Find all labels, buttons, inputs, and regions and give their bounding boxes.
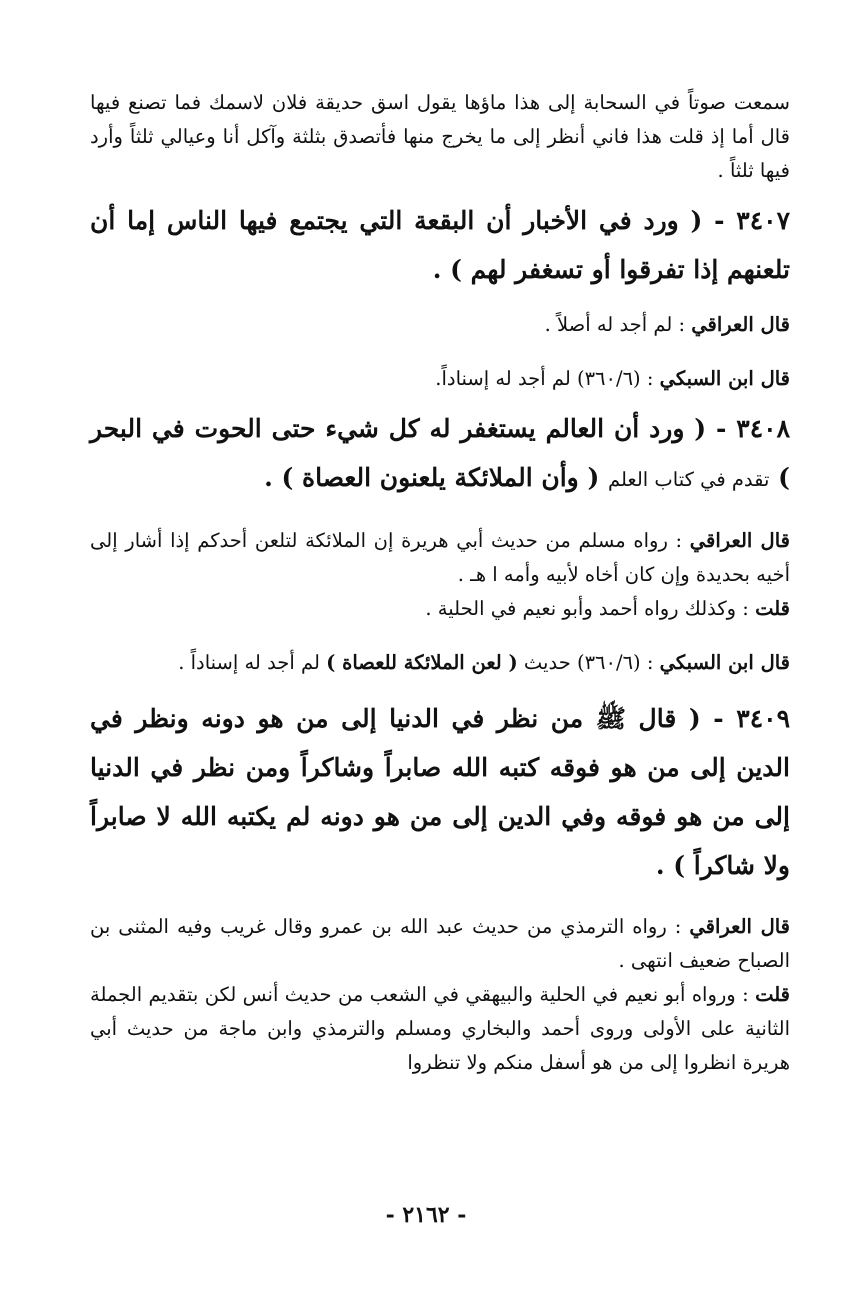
note-3409-iraqi	[90, 910, 790, 978]
note-3408-qult-label: قلت	[755, 597, 790, 620]
note-3407-iraqi-text: : لم أجد له أصلاً .	[544, 313, 686, 336]
page-number: - ٢١٦٢ -	[385, 1202, 467, 1228]
note-3408-subki-text-a: : (٣٦٠/٦) حديث	[523, 651, 654, 674]
hadith-3407-number: ٣٤٠٧	[736, 206, 790, 235]
note-3408-subki-label: قال ابن السبكي	[659, 651, 790, 674]
hadith-3409-text: - ( قال ﷺ من نظر في الدنيا إلى من هو دونه ونظر في الدين إلى من هو فوقه كتبه الله صابراً وشاكراً ومن نظر في الدنيا إلى من هو فوقه وفي الدين إلى من هو دونه لم يكتبه الله لا صابراً ولا شاكراً ) .	[90, 704, 790, 880]
note-3408-qult-text: : وكذلك رواه أحمد وأبو نعيم في الحلية .	[425, 597, 749, 620]
hadith-3409	[90, 694, 790, 890]
note-3408-subki-text-b: ( لعن الملائكة للعصاة )	[326, 651, 518, 674]
note-3408-iraqi	[90, 524, 790, 592]
hadith-3408-text-b: تقدم في كتاب العلم	[608, 468, 770, 491]
note-3407-iraqi	[90, 308, 790, 342]
hadith-3408-text-a: - ( ورد أن العالم يستغفر له كل شيء حتى الحوت في البحر )	[90, 414, 790, 492]
note-3408-qult	[90, 592, 790, 626]
note-3408-iraqi-label: قال العراقي	[689, 529, 790, 552]
note-3409-qult-text: : ورواه أبو نعيم في الحلية والبيهقي في الشعب من حديث أنس لكن بتقديم الجملة الثانية على الأولى وروى أحمد والبخاري ومسلم والترمذي وابن ماجة من حديث أبي هريرة انظروا إلى من هو أسفل منكم ولا تنظروا	[90, 983, 790, 1074]
page-body	[90, 86, 790, 1080]
hadith-3409-number: ٣٤٠٩	[736, 704, 790, 733]
note-3408-subki-text-c: لم أجد له إسناداً .	[178, 651, 320, 674]
note-3407-iraqi-label: قال العراقي	[691, 313, 790, 336]
note-3409-qult	[90, 978, 790, 1080]
note-3407-subki	[90, 362, 790, 396]
note-3407-subki-text: : (٣٦٠/٦) لم أجد له إسناداً.	[435, 367, 654, 390]
intro-text: سمعت صوتاً في السحابة إلى هذا ماؤها يقول اسق حديقة فلان لاسمك فما تصنع فيها قال أما إذ قلت هذا فاني أنظر إلى ما يخرج منها فأتصدق بثلثة وآكل أنا وعيالي ثلثاً وأرد فيها ثلثاً .	[90, 91, 790, 182]
note-3409-iraqi-text: : رواه الترمذي من حديث عبد الله بن عمرو وقال غريب وفيه المثنى بن الصباح ضعيف انتهى .	[90, 915, 790, 972]
note-3409-iraqi-label: قال العراقي	[689, 915, 790, 938]
intro-paragraph	[90, 86, 790, 188]
note-3407-subki-label: قال ابن السبكي	[659, 367, 790, 390]
note-3408-subki	[90, 646, 790, 680]
hadith-3408	[90, 404, 790, 504]
hadith-3408-text-c: ( وأن الملائكة يلعنون العصاة ) .	[264, 463, 600, 492]
hadith-3407-text: - ( ورد في الأخبار أن البقعة التي يجتمع فيها الناس إما أن تلعنهم إذا تفرقوا أو تسغفر لهم ) .	[90, 206, 790, 284]
hadith-3407	[90, 196, 790, 294]
note-3408-iraqi-text: : رواه مسلم من حديث أبي هريرة إن الملائكة لتلعن أحدكم إذا أشار إلى أخيه بحديدة وإن كان أخاه لأبيه وأمه ا هـ .	[90, 529, 790, 586]
note-3409-qult-label: قلت	[755, 983, 790, 1006]
hadith-3408-number: ٣٤٠٨	[736, 414, 790, 443]
